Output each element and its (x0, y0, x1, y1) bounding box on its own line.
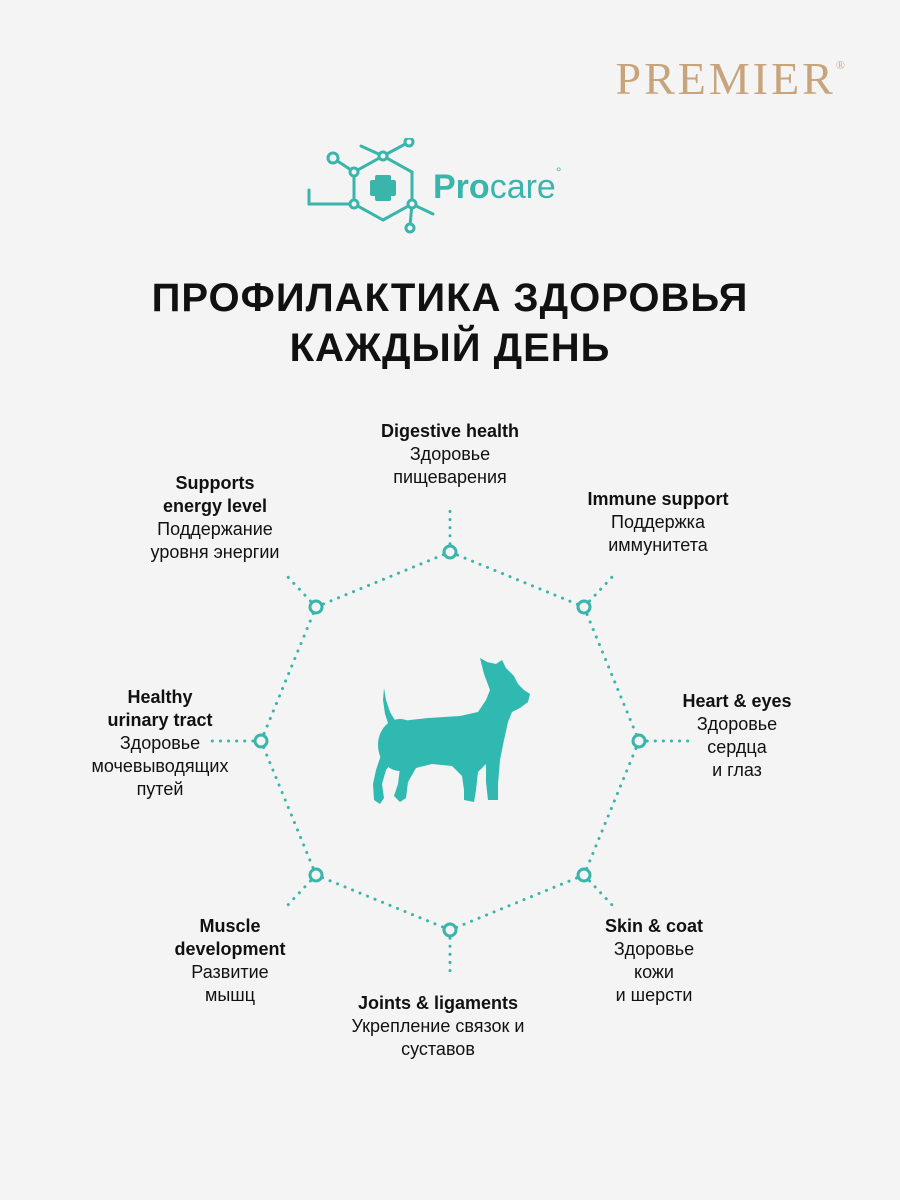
benefit-node (444, 924, 456, 936)
benefit-description: Укрепление связок и суставов (351, 1016, 525, 1059)
benefit-title: Healthy urinary tract (107, 687, 213, 730)
benefit-node (444, 546, 456, 558)
benefit-label (330, 420, 570, 489)
benefit-label (40, 686, 280, 801)
benefit-description: Здоровье сердца и глаз (696, 714, 778, 780)
procare-wordmark: Procare° (433, 164, 562, 206)
benefit-title: Heart & eyes (682, 691, 792, 711)
benefit-description: Здоровье пищеварения (393, 444, 507, 487)
benefit-title: Skin & coat (604, 916, 704, 936)
benefit-title: Joints & ligaments (357, 993, 519, 1013)
connector-line (450, 552, 584, 607)
benefit-node (578, 869, 590, 881)
benefit-label (110, 915, 350, 1007)
benefit-description: Здоровье мочевыводящих путей (91, 733, 229, 799)
headline-line-1: ПРОФИЛАКТИКА ЗДОРОВЬЯ (151, 276, 749, 320)
premier-brand-logo: PREMIER® (615, 53, 845, 104)
connector-line (316, 552, 450, 607)
dog-icon (373, 658, 530, 804)
benefit-title: Muscle development (174, 916, 286, 959)
benefit-node (578, 601, 590, 613)
benefit-description: Развитие мышц (191, 962, 269, 1005)
benefit-description: Здоровье кожи и шерсти (613, 939, 695, 1005)
benefit-label (617, 690, 857, 782)
benefit-node (310, 869, 322, 881)
benefit-title: Digestive health (380, 421, 520, 441)
benefit-label (318, 992, 558, 1061)
benefit-description: Поддержание уровня энергии (150, 519, 280, 562)
benefit-description: Поддержка иммунитета (608, 512, 708, 555)
headline-line-2: КАЖДЫЙ ДЕНЬ (289, 326, 611, 370)
benefit-label (538, 488, 778, 557)
benefit-label (95, 472, 335, 564)
benefit-node (310, 601, 322, 613)
benefit-title: Immune support (587, 489, 729, 509)
benefit-title: Supports energy level (162, 473, 268, 516)
benefit-label (534, 915, 774, 1007)
